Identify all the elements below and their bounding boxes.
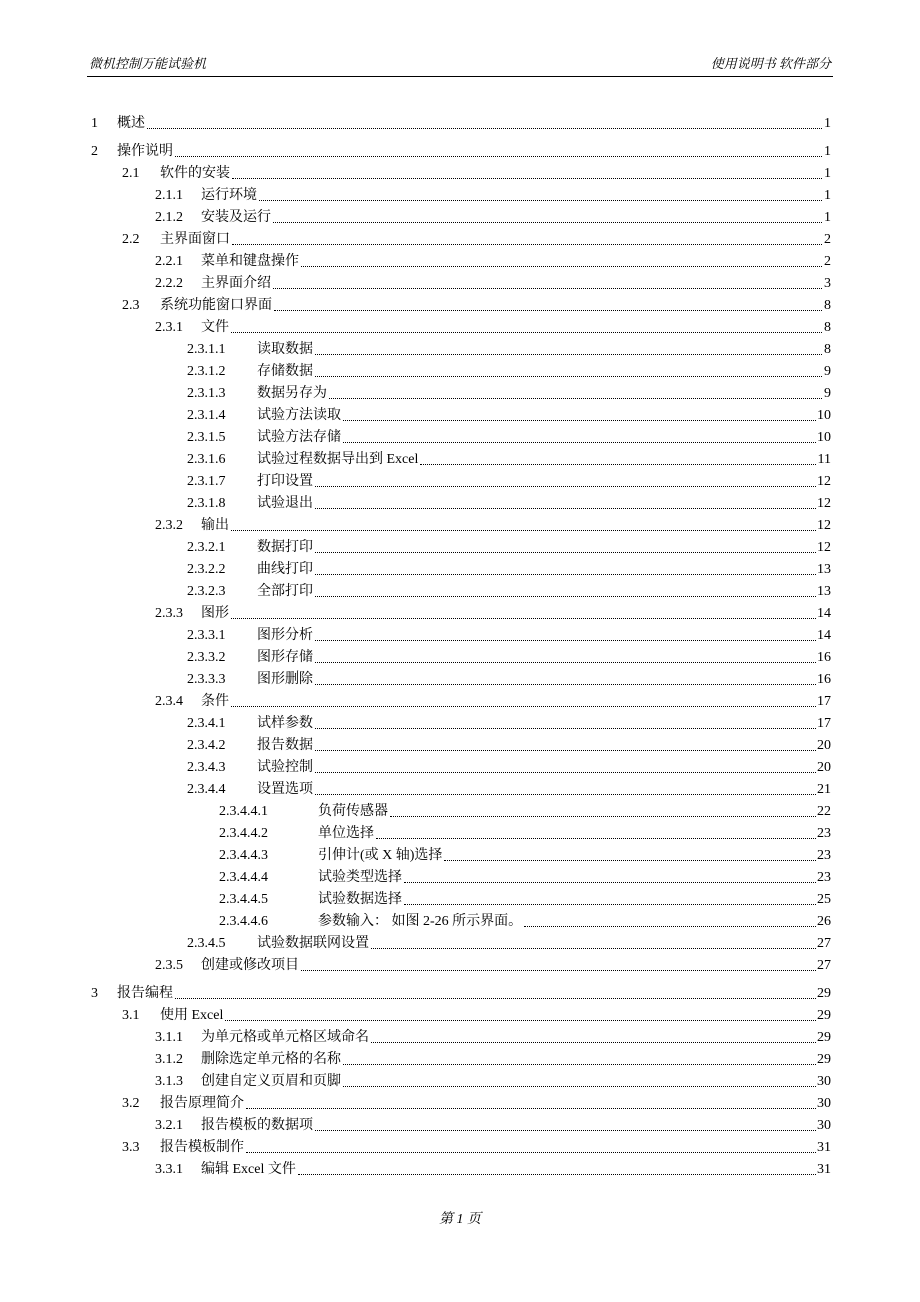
toc-entry-number: 3.1 bbox=[122, 1005, 140, 1027]
toc-entry[interactable] bbox=[0, 911, 920, 933]
toc-entry-title: 单位选择 bbox=[318, 823, 375, 845]
header-right-title: 使用说明书 软件部分 bbox=[710, 56, 831, 71]
toc-dot-leader bbox=[298, 1174, 824, 1175]
toc-entry-number: 2.3.2.3 bbox=[187, 581, 226, 603]
toc-entry-number: 3.1.3 bbox=[155, 1071, 183, 1093]
toc-entry[interactable] bbox=[0, 537, 920, 559]
toc-entry[interactable] bbox=[0, 603, 920, 625]
toc-entry-page: 20 bbox=[816, 735, 831, 757]
toc-entry-number: 2.3.4.4.4 bbox=[219, 867, 268, 889]
toc-dot-leader bbox=[390, 816, 824, 817]
toc-entry-page: 3 bbox=[823, 273, 831, 295]
toc-entry-title: 引伸计(或 X 轴)选择 bbox=[318, 845, 443, 867]
toc-entry-number: 2.3.4.4.1 bbox=[219, 801, 268, 823]
toc-entry-page: 12 bbox=[816, 537, 831, 559]
toc-entry[interactable] bbox=[0, 713, 920, 735]
toc-entry[interactable] bbox=[0, 801, 920, 823]
toc-dot-leader bbox=[175, 156, 824, 157]
toc-entry-page: 30 bbox=[816, 1093, 831, 1115]
toc-entry-number: 2.3.1.7 bbox=[187, 471, 226, 493]
toc-entry-page: 12 bbox=[816, 493, 831, 515]
toc-entry[interactable] bbox=[0, 1027, 920, 1049]
toc-entry-title: 曲线打印 bbox=[257, 559, 314, 581]
toc-entry-page: 23 bbox=[816, 845, 831, 867]
toc-entry-page: 23 bbox=[816, 867, 831, 889]
toc-entry-title: 操作说明 bbox=[117, 141, 174, 163]
toc-entry-page: 25 bbox=[816, 889, 831, 911]
toc-entry-number: 2.1 bbox=[122, 163, 140, 185]
toc-entry-number: 2.3.1.5 bbox=[187, 427, 226, 449]
toc-entry-number: 2.1.2 bbox=[155, 207, 183, 229]
toc-dot-leader bbox=[315, 750, 824, 751]
toc-entry-page: 27 bbox=[816, 955, 831, 977]
toc-entry-number: 2.3.1.3 bbox=[187, 383, 226, 405]
toc-entry-page: 16 bbox=[816, 669, 831, 691]
toc-entry-page: 1 bbox=[823, 113, 831, 135]
toc-entry-title: 创建或修改项目 bbox=[201, 955, 300, 977]
toc-entry-page: 27 bbox=[816, 933, 831, 955]
toc-entry[interactable] bbox=[0, 735, 920, 757]
toc-dot-leader bbox=[343, 442, 824, 443]
toc-entry-title: 负荷传感器 bbox=[318, 801, 389, 823]
toc-entry-page: 26 bbox=[816, 911, 831, 933]
toc-entry-number: 2.3.4.4.2 bbox=[219, 823, 268, 845]
toc-entry-number: 2.3.4 bbox=[155, 691, 183, 713]
toc-entry-title: 编辑 Excel 文件 bbox=[201, 1159, 297, 1181]
toc-dot-leader bbox=[524, 926, 824, 927]
toc-entry[interactable] bbox=[0, 867, 920, 889]
toc-entry[interactable] bbox=[0, 1071, 920, 1093]
toc-entry-title: 试验控制 bbox=[257, 757, 314, 779]
toc-entry[interactable] bbox=[0, 295, 920, 317]
toc-entry-title: 主界面介绍 bbox=[201, 273, 272, 295]
toc-dot-leader bbox=[246, 1152, 824, 1153]
toc-entry[interactable] bbox=[0, 493, 920, 515]
toc-entry-number: 2.2.2 bbox=[155, 273, 183, 295]
toc-dot-leader bbox=[420, 464, 824, 465]
toc-entry-title: 试验方法存储 bbox=[257, 427, 342, 449]
toc-entry[interactable] bbox=[0, 1049, 920, 1071]
toc-dot-leader bbox=[315, 772, 824, 773]
toc-entry-number: 2.3.4.3 bbox=[187, 757, 226, 779]
toc-dot-leader bbox=[404, 882, 824, 883]
header-left-title: 微机控制万能试验机 bbox=[89, 56, 207, 71]
toc-entry-title: 输出 bbox=[201, 515, 230, 537]
toc-entry-number: 3.2 bbox=[122, 1093, 140, 1115]
toc-dot-leader bbox=[343, 1086, 824, 1087]
toc-entry-number: 2.3.1.2 bbox=[187, 361, 226, 383]
toc-entry-page: 8 bbox=[823, 317, 831, 339]
toc-entry-page: 22 bbox=[816, 801, 831, 823]
toc-entry-title: 软件的安装 bbox=[160, 163, 231, 185]
toc-entry-number: 2.1.1 bbox=[155, 185, 183, 207]
toc-entry-number: 2.3.1.6 bbox=[187, 449, 226, 471]
toc-dot-leader bbox=[315, 684, 824, 685]
toc-dot-leader bbox=[329, 398, 824, 399]
toc-entry[interactable] bbox=[0, 1137, 920, 1159]
toc-entry-title: 为单元格或单元格区域命名 bbox=[201, 1027, 370, 1049]
toc-entry-number: 1 bbox=[91, 113, 98, 135]
toc-entry-title: 试验方法读取 bbox=[257, 405, 342, 427]
toc-entry-number: 2.3.3.3 bbox=[187, 669, 226, 691]
toc-entry-number: 2.3.3.1 bbox=[187, 625, 226, 647]
toc-dot-leader bbox=[315, 508, 824, 509]
toc-dot-leader bbox=[343, 1064, 824, 1065]
toc-entry-number: 2.3.4.2 bbox=[187, 735, 226, 757]
toc-entry-number: 2.3.1.1 bbox=[187, 339, 226, 361]
toc-entry-page: 11 bbox=[817, 449, 831, 471]
toc-dot-leader bbox=[315, 1130, 824, 1131]
toc-entry-title: 试验退出 bbox=[257, 493, 314, 515]
toc-entry-page: 2 bbox=[823, 251, 831, 273]
toc-entry-title: 试样参数 bbox=[257, 713, 314, 735]
toc-entry-title: 条件 bbox=[201, 691, 230, 713]
toc-dot-leader bbox=[246, 1108, 824, 1109]
toc-entry[interactable] bbox=[0, 383, 920, 405]
toc-entry-page: 1 bbox=[823, 185, 831, 207]
toc-entry-page: 23 bbox=[816, 823, 831, 845]
toc-entry-title: 报告模板制作 bbox=[160, 1137, 245, 1159]
toc-entry[interactable] bbox=[0, 449, 920, 471]
toc-entry-title: 安装及运行 bbox=[201, 207, 272, 229]
toc-dot-leader bbox=[273, 288, 824, 289]
toc-entry[interactable] bbox=[0, 339, 920, 361]
toc-entry-page: 12 bbox=[816, 515, 831, 537]
toc-entry-number: 3.2.1 bbox=[155, 1115, 183, 1137]
toc-dot-leader bbox=[371, 1042, 824, 1043]
toc-dot-leader bbox=[315, 662, 824, 663]
toc-entry-page: 9 bbox=[823, 383, 831, 405]
toc-entry-number: 2.3.5 bbox=[155, 955, 183, 977]
toc-entry-title: 菜单和键盘操作 bbox=[201, 251, 300, 273]
toc-entry-number: 2.2.1 bbox=[155, 251, 183, 273]
toc-entry-number: 2.3.4.4.3 bbox=[219, 845, 268, 867]
toc-entry[interactable] bbox=[0, 163, 920, 185]
toc-entry-page: 8 bbox=[823, 295, 831, 317]
toc-entry[interactable] bbox=[0, 141, 920, 163]
toc-entry[interactable] bbox=[0, 625, 920, 647]
toc-entry-page: 2 bbox=[823, 229, 831, 251]
toc-entry-title: 系统功能窗口界面 bbox=[160, 295, 273, 317]
toc-entry[interactable] bbox=[0, 427, 920, 449]
toc-entry-page: 29 bbox=[816, 1049, 831, 1071]
toc-entry-number: 2.3.3 bbox=[155, 603, 183, 625]
toc-entry[interactable] bbox=[0, 1093, 920, 1115]
toc-dot-leader bbox=[231, 618, 824, 619]
toc-dot-leader bbox=[444, 860, 824, 861]
toc-entry[interactable] bbox=[0, 647, 920, 669]
toc-dot-leader bbox=[371, 948, 824, 949]
table-of-contents bbox=[0, 113, 920, 1181]
toc-entry-number: 2.3.2.2 bbox=[187, 559, 226, 581]
toc-entry-number: 2.3.3.2 bbox=[187, 647, 226, 669]
toc-dot-leader bbox=[343, 420, 824, 421]
toc-entry[interactable] bbox=[0, 229, 920, 251]
toc-dot-leader bbox=[315, 376, 824, 377]
toc-entry-page: 29 bbox=[816, 983, 831, 1005]
toc-entry-page: 16 bbox=[816, 647, 831, 669]
toc-entry-number: 3.1.2 bbox=[155, 1049, 183, 1071]
toc-entry-page: 20 bbox=[816, 757, 831, 779]
toc-entry-title: 报告编程 bbox=[117, 983, 174, 1005]
toc-entry-title: 使用 Excel bbox=[160, 1005, 224, 1027]
toc-dot-leader bbox=[315, 640, 824, 641]
toc-dot-leader bbox=[274, 310, 824, 311]
toc-entry-title: 图形存储 bbox=[257, 647, 314, 669]
page-number: 第 1 页 bbox=[439, 1212, 481, 1227]
toc-entry-page: 14 bbox=[816, 603, 831, 625]
toc-entry-page: 1 bbox=[823, 207, 831, 229]
toc-dot-leader bbox=[315, 574, 824, 575]
toc-dot-leader bbox=[315, 794, 824, 795]
toc-entry[interactable] bbox=[0, 845, 920, 867]
toc-entry[interactable] bbox=[0, 581, 920, 603]
toc-entry-title: 设置选项 bbox=[257, 779, 314, 801]
toc-entry[interactable] bbox=[0, 983, 920, 1005]
toc-dot-leader bbox=[376, 838, 824, 839]
toc-dot-leader bbox=[175, 998, 824, 999]
toc-entry-number: 2.3.1 bbox=[155, 317, 183, 339]
toc-entry-title: 打印设置 bbox=[257, 471, 314, 493]
toc-entry[interactable] bbox=[0, 669, 920, 691]
toc-entry-title: 试验数据联网设置 bbox=[257, 933, 370, 955]
toc-dot-leader bbox=[273, 222, 824, 223]
toc-entry-title: 图形 bbox=[201, 603, 230, 625]
toc-entry-number: 3.1.1 bbox=[155, 1027, 183, 1049]
toc-dot-leader bbox=[315, 552, 824, 553]
toc-entry-title: 概述 bbox=[117, 113, 146, 135]
toc-entry-number: 2.3.4.4.5 bbox=[219, 889, 268, 911]
toc-entry-number: 2.3.4.4 bbox=[187, 779, 226, 801]
toc-dot-leader bbox=[315, 596, 824, 597]
toc-entry-page: 30 bbox=[816, 1115, 831, 1137]
toc-entry-page: 8 bbox=[823, 339, 831, 361]
header-divider bbox=[87, 76, 833, 77]
toc-entry-title: 图形删除 bbox=[257, 669, 314, 691]
toc-entry-title: 数据另存为 bbox=[257, 383, 328, 405]
toc-entry-number: 3.3 bbox=[122, 1137, 140, 1159]
toc-entry-page: 29 bbox=[816, 1005, 831, 1027]
toc-entry-title: 报告原理简介 bbox=[160, 1093, 245, 1115]
toc-entry-title: 数据打印 bbox=[257, 537, 314, 559]
toc-entry[interactable] bbox=[0, 559, 920, 581]
toc-entry-page: 12 bbox=[816, 471, 831, 493]
toc-entry[interactable] bbox=[0, 1005, 920, 1027]
toc-entry-title: 创建自定义页眉和页脚 bbox=[201, 1071, 342, 1093]
toc-entry-title: 文件 bbox=[201, 317, 230, 339]
toc-entry-page: 10 bbox=[816, 427, 831, 449]
toc-entry-title: 图形分析 bbox=[257, 625, 314, 647]
toc-entry-title: 参数输入： 如图 2-26 所示界面。 bbox=[318, 911, 523, 933]
toc-entry-title: 报告模板的数据项 bbox=[201, 1115, 314, 1137]
toc-entry-page: 31 bbox=[816, 1159, 831, 1181]
toc-entry-page: 13 bbox=[816, 581, 831, 603]
toc-dot-leader bbox=[231, 332, 824, 333]
toc-entry-number: 2.3.4.4.6 bbox=[219, 911, 268, 933]
toc-dot-leader bbox=[301, 970, 824, 971]
toc-dot-leader bbox=[301, 266, 824, 267]
toc-entry-number: 2.3.1.8 bbox=[187, 493, 226, 515]
toc-entry-number: 2.3 bbox=[122, 295, 140, 317]
toc-entry-title: 运行环境 bbox=[201, 185, 258, 207]
toc-entry[interactable] bbox=[0, 317, 920, 339]
toc-entry-page: 31 bbox=[816, 1137, 831, 1159]
toc-dot-leader bbox=[231, 530, 824, 531]
toc-dot-leader bbox=[225, 1020, 824, 1021]
toc-entry-number: 2.3.4.1 bbox=[187, 713, 226, 735]
toc-dot-leader bbox=[232, 244, 824, 245]
toc-entry-number: 3 bbox=[91, 983, 98, 1005]
toc-entry[interactable] bbox=[0, 515, 920, 537]
toc-entry[interactable] bbox=[0, 933, 920, 955]
toc-entry-number: 2.3.4.5 bbox=[187, 933, 226, 955]
toc-entry[interactable] bbox=[0, 361, 920, 383]
toc-entry[interactable] bbox=[0, 273, 920, 295]
toc-entry[interactable] bbox=[0, 1115, 920, 1137]
toc-entry-page: 9 bbox=[823, 361, 831, 383]
toc-entry-number: 2.3.1.4 bbox=[187, 405, 226, 427]
toc-entry-number: 2.3.2 bbox=[155, 515, 183, 537]
toc-entry-number: 2.2 bbox=[122, 229, 140, 251]
toc-entry-page: 13 bbox=[816, 559, 831, 581]
toc-entry-page: 17 bbox=[816, 713, 831, 735]
toc-entry-title: 试验过程数据导出到 Excel bbox=[257, 449, 419, 471]
toc-entry[interactable] bbox=[0, 251, 920, 273]
toc-entry-title: 存储数据 bbox=[257, 361, 314, 383]
toc-entry-page: 1 bbox=[823, 141, 831, 163]
toc-dot-leader bbox=[232, 178, 824, 179]
toc-entry-page: 1 bbox=[823, 163, 831, 185]
toc-entry-number: 3.3.1 bbox=[155, 1159, 183, 1181]
toc-entry-title: 主界面窗口 bbox=[160, 229, 231, 251]
toc-entry[interactable] bbox=[0, 471, 920, 493]
toc-entry-title: 试验类型选择 bbox=[318, 867, 403, 889]
toc-entry[interactable] bbox=[0, 757, 920, 779]
toc-entry-title: 删除选定单元格的名称 bbox=[201, 1049, 342, 1071]
toc-dot-leader bbox=[404, 904, 824, 905]
toc-entry[interactable] bbox=[0, 1159, 920, 1181]
toc-entry-page: 29 bbox=[816, 1027, 831, 1049]
toc-entry[interactable] bbox=[0, 779, 920, 801]
toc-entry[interactable] bbox=[0, 889, 920, 911]
toc-entry[interactable] bbox=[0, 185, 920, 207]
toc-dot-leader bbox=[315, 486, 824, 487]
toc-entry[interactable] bbox=[0, 113, 920, 135]
toc-entry-page: 14 bbox=[816, 625, 831, 647]
toc-dot-leader bbox=[147, 128, 824, 129]
toc-entry[interactable] bbox=[0, 405, 920, 427]
toc-entry-title: 全部打印 bbox=[257, 581, 314, 603]
toc-entry[interactable] bbox=[0, 207, 920, 229]
toc-entry-number: 2.3.2.1 bbox=[187, 537, 226, 559]
toc-entry-title: 报告数据 bbox=[257, 735, 314, 757]
toc-entry-title: 试验数据选择 bbox=[318, 889, 403, 911]
toc-entry-title: 读取数据 bbox=[257, 339, 314, 361]
toc-entry-page: 10 bbox=[816, 405, 831, 427]
toc-entry-page: 30 bbox=[816, 1071, 831, 1093]
toc-entry-number: 2 bbox=[91, 141, 98, 163]
toc-entry[interactable] bbox=[0, 955, 920, 977]
toc-dot-leader bbox=[259, 200, 824, 201]
toc-entry-page: 21 bbox=[816, 779, 831, 801]
toc-dot-leader bbox=[315, 354, 824, 355]
toc-entry[interactable] bbox=[0, 823, 920, 845]
toc-dot-leader bbox=[231, 706, 824, 707]
toc-entry[interactable] bbox=[0, 691, 920, 713]
toc-dot-leader bbox=[315, 728, 824, 729]
toc-entry-page: 17 bbox=[816, 691, 831, 713]
